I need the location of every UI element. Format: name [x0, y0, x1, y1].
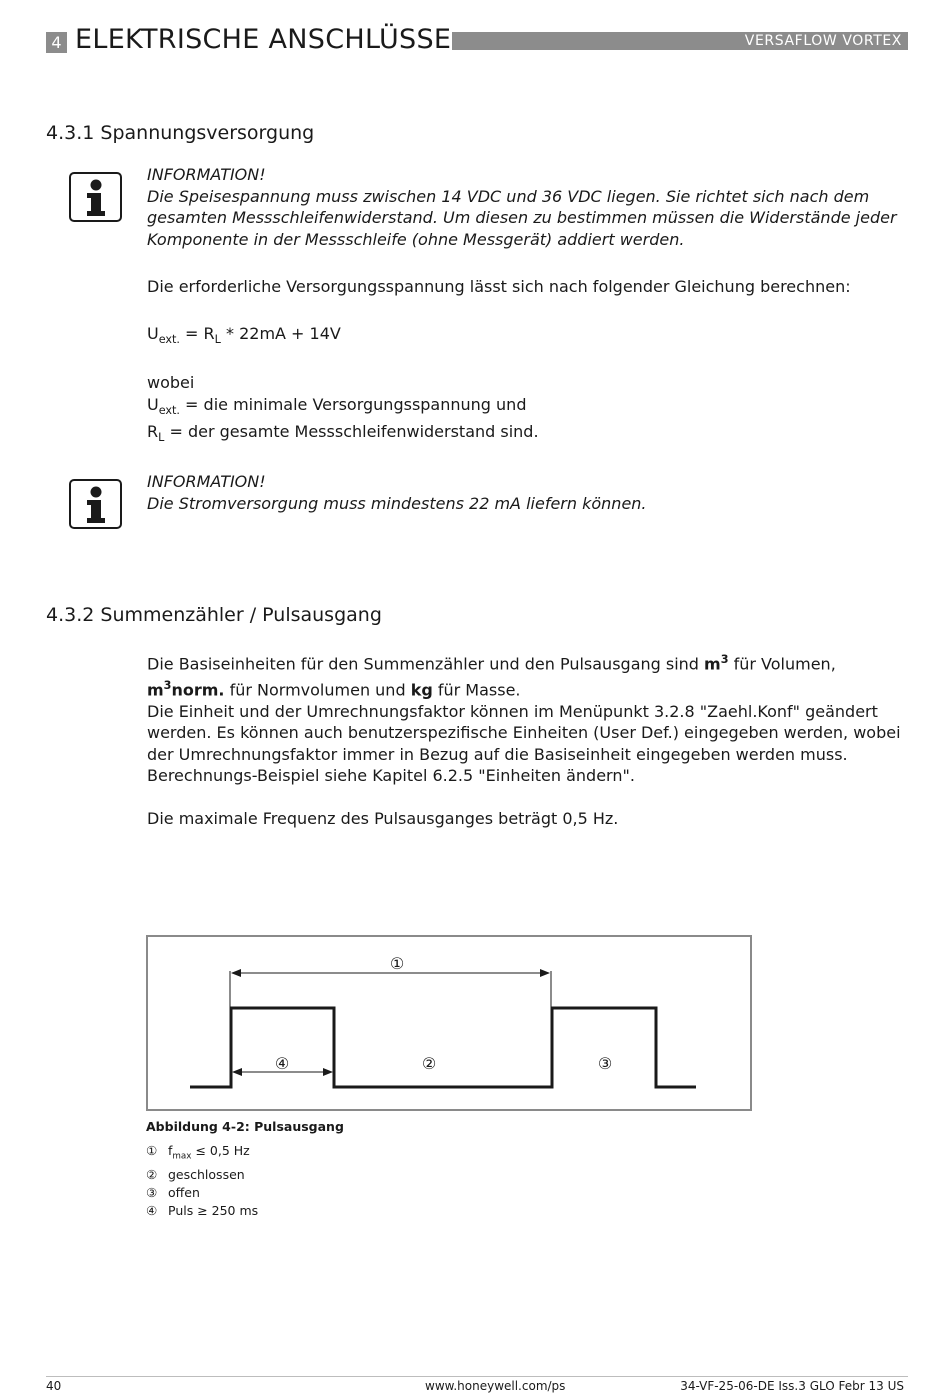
- wobei-label: wobei: [147, 373, 195, 392]
- info-line: gesamten Messschleifenwiderstand. Um diesen zu bestimmen müssen die Widerstände jeder: [147, 208, 897, 227]
- legend-item: ① $f_{max} \le 0,5$ Hz: [146, 1143, 250, 1162]
- info-box-2: [147, 471, 907, 514]
- section-heading-spannungsversorgung: 4.3.1 Spannungsversorgung: [46, 122, 315, 144]
- information-icon: [69, 479, 122, 529]
- paragraph-line: werden. Es können auch benutzerspezifische Einheiten (User Def.) eingegeben werden, wobei: [147, 723, 901, 743]
- info-line: Komponente in der Messschleife (ohne Messgerät) addiert werden.: [147, 229, 685, 249]
- document-id: 34-VF-25-06-DE Iss.3 GLO Febr 13 US: [680, 1379, 904, 1393]
- page-number: 40: [46, 1379, 62, 1393]
- label-open: ③: [597, 1054, 613, 1073]
- definition-uext: $U_{ext.}$ = die minimale Versorgungsspannung und: [147, 394, 527, 417]
- chapter-title: ELEKTRISCHE ANSCHLÜSSE: [75, 24, 452, 55]
- legend-item: ③ offen: [146, 1184, 200, 1200]
- footer-url[interactable]: www.honeywell.com/ps: [425, 1379, 566, 1393]
- formula: $U_{ext.} = R_L * 22mA + 14V$: [147, 324, 341, 347]
- info-title: INFORMATION!: [147, 472, 266, 491]
- label-pulse: ④: [274, 1054, 290, 1073]
- chapter-number-badge: 4: [46, 32, 67, 53]
- pulse-waveform: [190, 1008, 696, 1087]
- frequency-paragraph: Die maximale Frequenz des Pulsausganges beträgt 0,5 Hz.: [147, 809, 619, 828]
- pulse-output-figure: [146, 935, 752, 1111]
- info-box-1: [147, 164, 907, 250]
- label-closed: ②: [421, 1054, 437, 1073]
- figure-caption: Abbildung 4-2: Pulsausgang: [146, 1119, 344, 1134]
- figure-legend: [146, 1142, 258, 1220]
- definition-rl: $R_L$ = der gesamte Messschleifenwiderstand sind.: [147, 422, 539, 445]
- footer-rule: [46, 1376, 908, 1377]
- intro-paragraph: Die erforderliche Versorgungsspannung lässt sich nach folgender Gleichung berechnen:: [147, 277, 851, 296]
- legend-item: ④ Puls ≥ 250 ms: [146, 1202, 259, 1218]
- units-paragraph: Die Basiseinheiten für den Summenzähler und den Pulsausgang sind $m^3$ für Volumen, $m^3norm$. für Normvolumen und kg für Masse. Die Einheit und der Umrechnungsfaktor können im Menüpunkt 3.2.8 "Zaehl.Konf" geändert werden. Es können auch benutzerspezifische Einheiten (User Def.) eingegeben werden, wobei der Umrechnungsfaktor immer in Bezug auf die Basiseinheit eingegeben werden muss. Berechnungs-Beispiel siehe Kapitel 6.2.5 "Einheiten ändern".: [147, 649, 907, 787]
- info-title: INFORMATION!: [147, 165, 266, 184]
- definitions: [147, 372, 907, 449]
- product-name: VERSAFLOW VORTEX: [744, 33, 902, 49]
- legend-item: ② geschlossen: [146, 1166, 245, 1182]
- pulse-diagram: [148, 937, 750, 1109]
- section-heading-summenzaehler: 4.3.2 Summenzähler / Pulsausgang: [46, 604, 382, 626]
- paragraph-line: Die Einheit und der Umrechnungsfaktor können im Menüpunkt 3.2.8 "Zaehl.Konf" geändert: [147, 701, 878, 721]
- info-line: Die Speisespannung muss zwischen 14 VDC und 36 VDC liegen. Sie richtet sich nach dem: [147, 186, 870, 206]
- info-line: Die Stromversorgung muss mindestens 22 mA liefern können.: [147, 493, 647, 513]
- paragraph-line: Berechnungs-Beispiel siehe Kapitel 6.2.5 "Einheiten ändern".: [147, 766, 635, 786]
- information-icon: [69, 172, 122, 222]
- label-period: ①: [389, 954, 405, 973]
- paragraph-line: der Umrechnungsfaktor immer in Bezug auf die Basiseinheit eingegeben werden muss.: [147, 744, 848, 764]
